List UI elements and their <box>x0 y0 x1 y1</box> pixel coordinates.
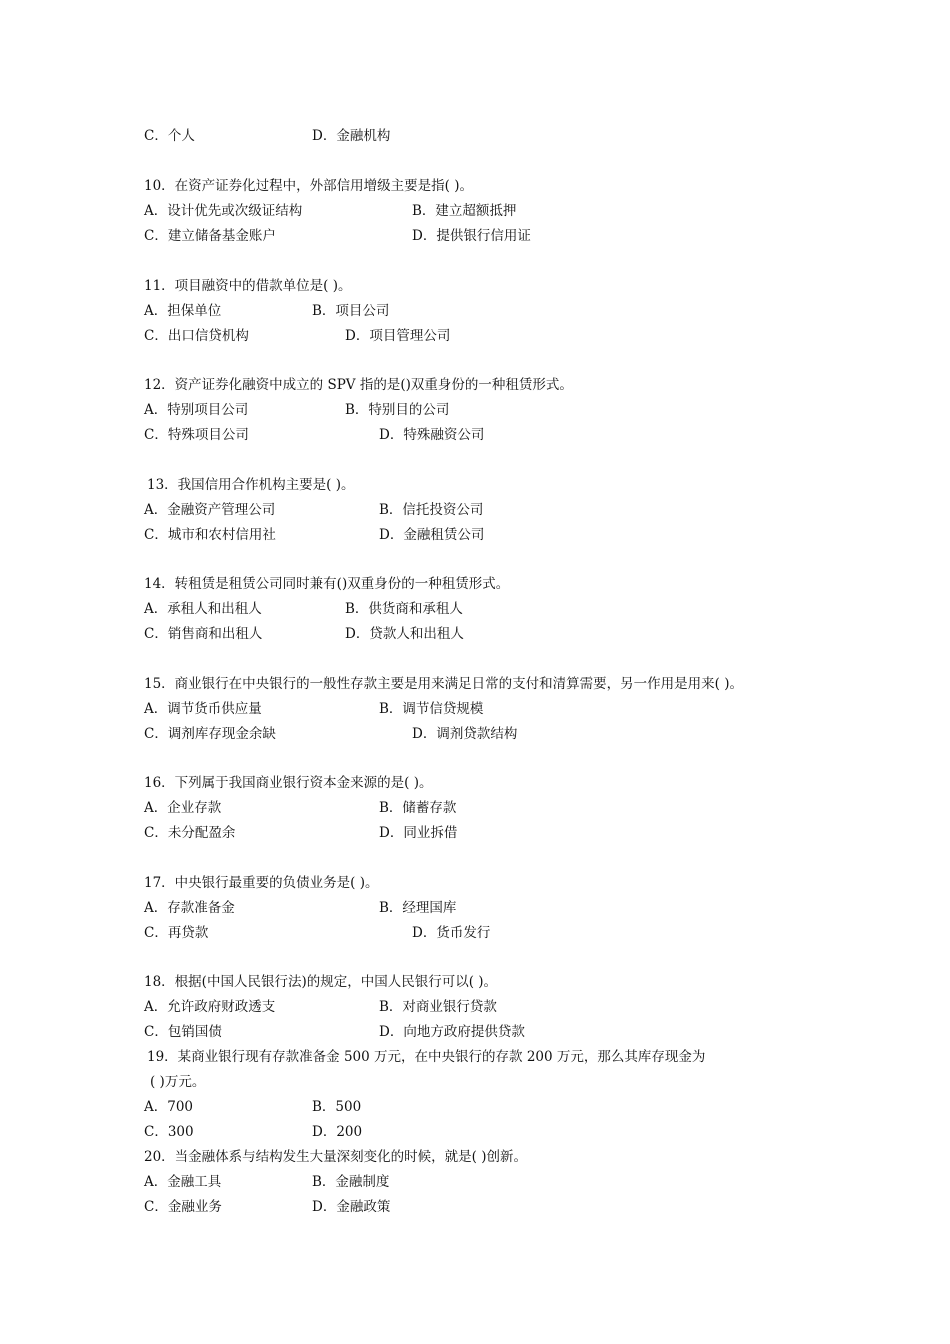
option-b: B．对商业银行贷款 <box>379 999 497 1015</box>
question-stem: 20．当金融体系与结构发生大量深刻变化的时候，就是( )创新。 <box>144 1149 528 1165</box>
option-d: D．金融政策 <box>312 1199 391 1215</box>
option-c: C．包销国债 <box>144 1024 222 1040</box>
option-a: A．设计优先或次级证结构 <box>144 203 303 219</box>
option-c: C．销售商和出租人 <box>144 626 263 642</box>
option-d: D．金融机构 <box>312 128 391 144</box>
option-a: A．金融资产管理公司 <box>144 502 276 518</box>
option-a: A．企业存款 <box>144 800 222 816</box>
option-d: D．向地方政府提供贷款 <box>379 1024 525 1040</box>
question-stem: 11．项目融资中的借款单位是( )。 <box>144 278 352 294</box>
option-d: D．提供银行信用证 <box>412 228 531 244</box>
question-stem: 16．下列属于我国商业银行资本金来源的是( )。 <box>144 775 433 791</box>
question-stem: 19．某商业银行现有存款准备金 500 万元，在中央银行的存款 200 万元，那么其库存现金为 <box>147 1049 706 1065</box>
question-stem: 13．我国信用合作机构主要是( )。 <box>147 477 355 493</box>
option-b: B．储蓄存款 <box>379 800 457 816</box>
option-b: B．建立超额抵押 <box>412 203 517 219</box>
option-b: B．供货商和承租人 <box>345 601 463 617</box>
option-c: C．300 <box>144 1124 194 1140</box>
option-c: C．城市和农村信用社 <box>144 527 276 543</box>
option-a: A．金融工具 <box>144 1174 222 1190</box>
question-stem: 17．中央银行最重要的负债业务是( )。 <box>144 875 379 891</box>
option-c: C．调剂库存现金余缺 <box>144 726 276 742</box>
option-b: B．特别目的公司 <box>345 402 450 418</box>
option-c: C．特殊项目公司 <box>144 427 249 443</box>
option-b: B．经理国库 <box>379 900 457 916</box>
option-b: B．项目公司 <box>312 303 390 319</box>
question-stem: 18．根据(中国人民银行法)的规定，中国人民银行可以( )。 <box>144 974 498 990</box>
option-d: D．金融租赁公司 <box>379 527 485 543</box>
option-c: C．建立储备基金账户 <box>144 228 276 244</box>
question-stem: 10．在资产证券化过程中，外部信用增级主要是指( )。 <box>144 178 474 194</box>
option-d: D．货币发行 <box>412 925 491 941</box>
option-c: C．出口信贷机构 <box>144 328 249 344</box>
option-b: B．调节信贷规模 <box>379 701 484 717</box>
option-c: C．再贷款 <box>144 925 209 941</box>
option-d: D．调剂贷款结构 <box>412 726 518 742</box>
option-b: B．信托投资公司 <box>379 502 484 518</box>
option-a: A．调节货币供应量 <box>144 701 262 717</box>
option-a: A．承租人和出租人 <box>144 601 262 617</box>
option-a: A．担保单位 <box>144 303 222 319</box>
option-b: B．500 <box>312 1099 362 1115</box>
option-d: D．贷款人和出租人 <box>345 626 464 642</box>
option-d: D．特殊融资公司 <box>379 427 485 443</box>
question-stem: 15．商业银行在中央银行的一般性存款主要是用来满足日常的支付和清算需要，另一作用是用来( )。 <box>144 676 744 692</box>
option-a: A．存款准备金 <box>144 900 235 916</box>
option-b: B．金融制度 <box>312 1174 390 1190</box>
option-c: C．个人 <box>144 128 195 144</box>
option-d: D．200 <box>312 1124 363 1140</box>
option-c: C．未分配盈余 <box>144 825 236 841</box>
option-a: A．700 <box>144 1099 194 1115</box>
option-c: C．金融业务 <box>144 1199 222 1215</box>
question-stem-continued: ( )万元。 <box>150 1074 206 1090</box>
question-stem: 12．资产证券化融资中成立的 SPV 指的是()双重身份的一种租赁形式。 <box>144 377 573 393</box>
option-a: A．允许政府财政透支 <box>144 999 276 1015</box>
question-stem: 14．转租赁是租赁公司同时兼有()双重身份的一种租赁形式。 <box>144 576 510 592</box>
option-a: A．特别项目公司 <box>144 402 249 418</box>
option-d: D．同业拆借 <box>379 825 458 841</box>
option-d: D．项目管理公司 <box>345 328 451 344</box>
